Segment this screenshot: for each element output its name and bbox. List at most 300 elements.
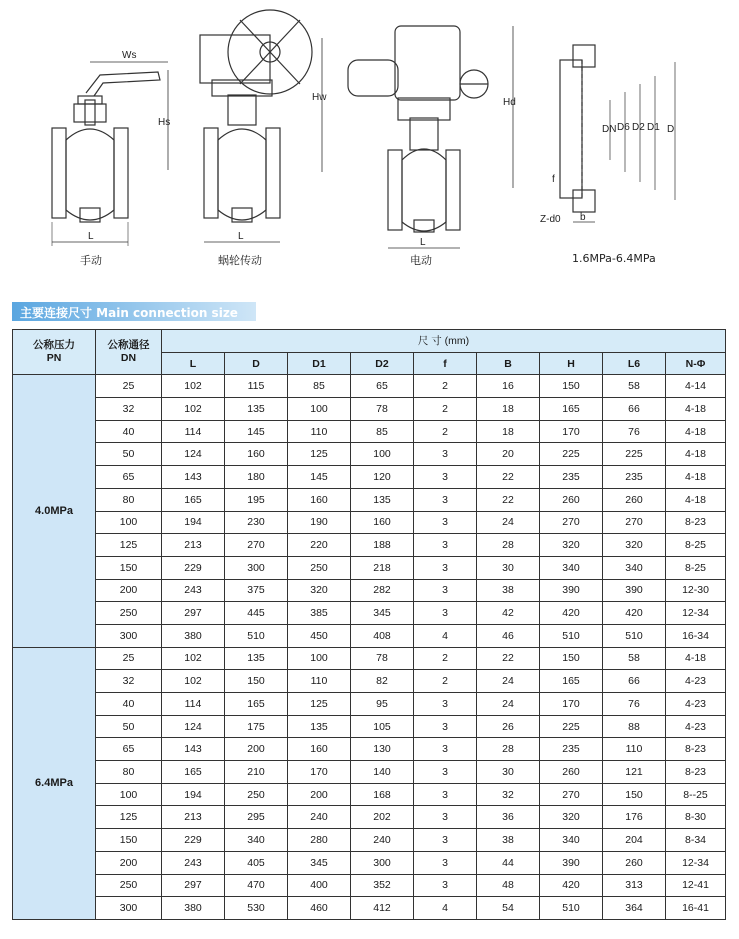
table-cell: 65 — [351, 375, 414, 398]
table-cell: 380 — [162, 897, 225, 920]
table-cell: 202 — [351, 806, 414, 829]
table-cell: 188 — [351, 534, 414, 557]
table-cell: 510 — [225, 624, 288, 647]
table-cell: 225 — [540, 715, 603, 738]
dn-cell: 300 — [96, 897, 162, 920]
table-cell: 110 — [288, 420, 351, 443]
table-cell: 2 — [414, 375, 477, 398]
label-l-worm: L — [238, 231, 244, 242]
table-cell: 235 — [540, 738, 603, 761]
table-row — [13, 715, 726, 738]
table-cell: 4-23 — [666, 693, 726, 716]
table-cell: 400 — [288, 874, 351, 897]
table-cell: 85 — [351, 420, 414, 443]
table-cell: 135 — [288, 715, 351, 738]
table-cell: 229 — [162, 829, 225, 852]
table-cell: 190 — [288, 511, 351, 534]
column-header: B — [477, 352, 540, 375]
label-d6: D6 — [617, 122, 630, 133]
table-row — [13, 829, 726, 852]
table-cell: 66 — [603, 398, 666, 421]
table-cell: 390 — [603, 579, 666, 602]
table-cell: 24 — [477, 693, 540, 716]
table-cell: 58 — [603, 647, 666, 670]
table-cell: 114 — [162, 420, 225, 443]
table-cell: 460 — [288, 897, 351, 920]
manual-valve-drawing — [52, 62, 171, 246]
label-hs: Hs — [158, 117, 171, 128]
table-cell: 390 — [540, 851, 603, 874]
table-cell: 3 — [414, 761, 477, 784]
dn-cell: 50 — [96, 715, 162, 738]
table-cell: 18 — [477, 398, 540, 421]
table-cell: 408 — [351, 624, 414, 647]
table-cell: 420 — [603, 602, 666, 625]
table-cell: 235 — [540, 466, 603, 489]
table-cell: 76 — [603, 420, 666, 443]
table-cell: 4-18 — [666, 647, 726, 670]
table-cell: 12-41 — [666, 874, 726, 897]
header-dn — [96, 330, 162, 375]
table-cell: 82 — [351, 670, 414, 693]
table-cell: 3 — [414, 511, 477, 534]
table-cell: 340 — [540, 829, 603, 852]
table-cell: 240 — [288, 806, 351, 829]
flange-drawing — [560, 45, 675, 222]
table-cell: 150 — [540, 375, 603, 398]
table-cell: 150 — [603, 783, 666, 806]
table-row — [13, 783, 726, 806]
section-title: 主要连接尺寸 Main connection size — [20, 306, 238, 320]
table-cell: 8--25 — [666, 783, 726, 806]
table-cell: 42 — [477, 602, 540, 625]
dn-cell: 150 — [96, 556, 162, 579]
table-cell: 2 — [414, 420, 477, 443]
table-cell: 210 — [225, 761, 288, 784]
table-cell: 230 — [225, 511, 288, 534]
table-cell: 340 — [540, 556, 603, 579]
table-cell: 160 — [225, 443, 288, 466]
table-cell: 260 — [603, 488, 666, 511]
table-cell: 195 — [225, 488, 288, 511]
table-cell: 170 — [540, 693, 603, 716]
table-cell: 115 — [225, 375, 288, 398]
column-header: D2 — [351, 352, 414, 375]
table-cell: 78 — [351, 647, 414, 670]
table-cell: 46 — [477, 624, 540, 647]
table-cell: 135 — [351, 488, 414, 511]
header-dn-en: DN — [120, 352, 137, 365]
electric-valve-drawing — [348, 26, 513, 248]
header-pn-en: PN — [46, 352, 62, 365]
dn-cell: 100 — [96, 511, 162, 534]
table-cell: 16 — [477, 375, 540, 398]
table-cell: 420 — [540, 874, 603, 897]
table-cell: 2 — [414, 647, 477, 670]
table-cell: 420 — [540, 602, 603, 625]
column-header: L — [162, 352, 225, 375]
table-cell: 4-14 — [666, 375, 726, 398]
dn-cell: 32 — [96, 670, 162, 693]
table-cell: 364 — [603, 897, 666, 920]
table-cell: 405 — [225, 851, 288, 874]
table-cell: 24 — [477, 670, 540, 693]
table-cell: 213 — [162, 806, 225, 829]
table-row — [13, 670, 726, 693]
label-l-electric: L — [420, 237, 426, 248]
table-cell: 225 — [540, 443, 603, 466]
table-cell: 130 — [351, 738, 414, 761]
label-hd: Hd — [503, 97, 516, 108]
table-cell: 2 — [414, 670, 477, 693]
label-f: f — [552, 174, 555, 185]
label-dn: DN — [602, 124, 617, 135]
table-cell: 250 — [288, 556, 351, 579]
dn-cell: 65 — [96, 738, 162, 761]
table-cell: 260 — [540, 761, 603, 784]
table-cell: 44 — [477, 851, 540, 874]
table-cell: 3 — [414, 488, 477, 511]
table-cell: 313 — [603, 874, 666, 897]
dn-cell: 80 — [96, 761, 162, 784]
table-body — [13, 375, 726, 920]
table-cell: 340 — [225, 829, 288, 852]
table-cell: 78 — [351, 398, 414, 421]
table-row — [13, 511, 726, 534]
pn-cell: 6.4MPa — [13, 647, 96, 919]
table-cell: 30 — [477, 556, 540, 579]
dn-cell: 40 — [96, 693, 162, 716]
table-row — [13, 738, 726, 761]
table-cell: 124 — [162, 715, 225, 738]
table-cell: 95 — [351, 693, 414, 716]
table-cell: 4 — [414, 624, 477, 647]
table-row — [13, 761, 726, 784]
table-cell: 8-23 — [666, 511, 726, 534]
caption-electric: 电动 — [410, 254, 432, 267]
table-cell: 140 — [351, 761, 414, 784]
table-cell: 320 — [288, 579, 351, 602]
table-cell: 110 — [288, 670, 351, 693]
label-hw: Hw — [312, 92, 327, 103]
table-row — [13, 897, 726, 920]
table-cell: 194 — [162, 511, 225, 534]
dn-cell: 200 — [96, 851, 162, 874]
table-cell: 54 — [477, 897, 540, 920]
table-cell: 66 — [603, 670, 666, 693]
table-cell: 270 — [225, 534, 288, 557]
table-cell: 58 — [603, 375, 666, 398]
table-cell: 102 — [162, 647, 225, 670]
table-cell: 243 — [162, 851, 225, 874]
table-cell: 105 — [351, 715, 414, 738]
dn-cell: 250 — [96, 602, 162, 625]
table-cell: 320 — [603, 534, 666, 557]
table-cell: 235 — [603, 466, 666, 489]
section-title-bar — [12, 302, 256, 321]
table-cell: 345 — [288, 851, 351, 874]
table-cell: 297 — [162, 874, 225, 897]
table-cell: 160 — [351, 511, 414, 534]
table-cell: 4 — [414, 897, 477, 920]
table-cell: 510 — [540, 624, 603, 647]
table-cell: 412 — [351, 897, 414, 920]
table-cell: 240 — [351, 829, 414, 852]
table-cell: 160 — [288, 738, 351, 761]
table-cell: 170 — [540, 420, 603, 443]
table-cell: 390 — [540, 579, 603, 602]
table-cell: 76 — [603, 693, 666, 716]
table-row — [13, 647, 726, 670]
column-header: D1 — [288, 352, 351, 375]
dimension-table — [12, 329, 726, 920]
table-cell: 165 — [540, 670, 603, 693]
table-cell: 176 — [603, 806, 666, 829]
table-cell: 340 — [603, 556, 666, 579]
table-cell: 510 — [603, 624, 666, 647]
table-cell: 200 — [288, 783, 351, 806]
table-cell: 3 — [414, 783, 477, 806]
table-cell: 143 — [162, 466, 225, 489]
table-row — [13, 624, 726, 647]
table-cell: 165 — [162, 761, 225, 784]
table-cell: 8-30 — [666, 806, 726, 829]
table-cell: 270 — [603, 511, 666, 534]
table-cell: 225 — [603, 443, 666, 466]
dn-cell: 65 — [96, 466, 162, 489]
table-cell: 8-34 — [666, 829, 726, 852]
table-cell: 300 — [225, 556, 288, 579]
table-cell: 4-18 — [666, 420, 726, 443]
table-cell: 16-41 — [666, 897, 726, 920]
table-cell: 4-23 — [666, 715, 726, 738]
table-cell: 168 — [351, 783, 414, 806]
header-dims-title: 尺 寸 (mm) — [162, 330, 726, 353]
column-header: N-Φ — [666, 352, 726, 375]
table-cell: 4-18 — [666, 488, 726, 511]
label-b: b — [580, 212, 586, 223]
dn-cell: 100 — [96, 783, 162, 806]
table-cell: 229 — [162, 556, 225, 579]
table-row — [13, 534, 726, 557]
table-cell: 16-34 — [666, 624, 726, 647]
dn-cell: 200 — [96, 579, 162, 602]
dn-cell: 40 — [96, 420, 162, 443]
table-cell: 3 — [414, 534, 477, 557]
table-cell: 180 — [225, 466, 288, 489]
table-cell: 200 — [225, 738, 288, 761]
column-header: L6 — [603, 352, 666, 375]
table-cell: 375 — [225, 579, 288, 602]
table-cell: 3 — [414, 579, 477, 602]
caption-flange: 1.6MPa-6.4MPa — [572, 252, 656, 265]
table-cell: 125 — [288, 443, 351, 466]
table-cell: 38 — [477, 579, 540, 602]
table-cell: 218 — [351, 556, 414, 579]
table-cell: 125 — [288, 693, 351, 716]
table-row — [13, 874, 726, 897]
table-cell: 28 — [477, 738, 540, 761]
table-cell: 380 — [162, 624, 225, 647]
table-cell: 270 — [540, 511, 603, 534]
table-cell: 160 — [288, 488, 351, 511]
table-cell: 352 — [351, 874, 414, 897]
table-cell: 260 — [540, 488, 603, 511]
table-cell: 175 — [225, 715, 288, 738]
column-header: H — [540, 352, 603, 375]
table-cell: 20 — [477, 443, 540, 466]
table-cell: 135 — [225, 647, 288, 670]
label-d2: D2 — [632, 122, 645, 133]
table-cell: 3 — [414, 806, 477, 829]
table-row — [13, 420, 726, 443]
caption-worm: 蜗轮传动 — [218, 254, 262, 267]
table-cell: 270 — [540, 783, 603, 806]
table-cell: 194 — [162, 783, 225, 806]
dn-cell: 32 — [96, 398, 162, 421]
table-cell: 38 — [477, 829, 540, 852]
table-row — [13, 579, 726, 602]
dn-cell: 50 — [96, 443, 162, 466]
table-cell: 3 — [414, 602, 477, 625]
table-row — [13, 806, 726, 829]
table-cell: 88 — [603, 715, 666, 738]
label-zd0: Z-d0 — [540, 214, 561, 225]
table-cell: 165 — [162, 488, 225, 511]
table-cell: 30 — [477, 761, 540, 784]
dn-cell: 125 — [96, 806, 162, 829]
table-cell: 282 — [351, 579, 414, 602]
table-cell: 114 — [162, 693, 225, 716]
table-cell: 385 — [288, 602, 351, 625]
table-cell: 243 — [162, 579, 225, 602]
table-cell: 12-34 — [666, 851, 726, 874]
table-cell: 3 — [414, 874, 477, 897]
table-cell: 100 — [351, 443, 414, 466]
table-cell: 165 — [225, 693, 288, 716]
table-cell: 32 — [477, 783, 540, 806]
header-pn — [13, 330, 96, 375]
table-cell: 8-23 — [666, 738, 726, 761]
dn-cell: 25 — [96, 375, 162, 398]
table-cell: 4-18 — [666, 398, 726, 421]
table-cell: 102 — [162, 375, 225, 398]
table-cell: 510 — [540, 897, 603, 920]
table-cell: 3 — [414, 443, 477, 466]
label-d1: D1 — [647, 122, 660, 133]
table-cell: 3 — [414, 738, 477, 761]
header-dn-cn: 公称通径 — [107, 339, 150, 352]
table-cell: 145 — [288, 466, 351, 489]
table-cell: 100 — [288, 647, 351, 670]
pn-cell: 4.0MPa — [13, 375, 96, 647]
valve-drawings — [0, 0, 739, 290]
table-cell: 250 — [225, 783, 288, 806]
table-cell: 12-30 — [666, 579, 726, 602]
table-cell: 320 — [540, 806, 603, 829]
table-cell: 135 — [225, 398, 288, 421]
table-cell: 530 — [225, 897, 288, 920]
table-cell: 18 — [477, 420, 540, 443]
table-cell: 220 — [288, 534, 351, 557]
dn-cell: 25 — [96, 647, 162, 670]
table-cell: 102 — [162, 398, 225, 421]
table-cell: 2 — [414, 398, 477, 421]
table-cell: 85 — [288, 375, 351, 398]
table-cell: 12-34 — [666, 602, 726, 625]
table-cell: 3 — [414, 851, 477, 874]
dn-cell: 80 — [96, 488, 162, 511]
label-d: D — [667, 124, 675, 135]
table-cell: 150 — [540, 647, 603, 670]
table-cell: 22 — [477, 647, 540, 670]
dn-cell: 300 — [96, 624, 162, 647]
table-cell: 110 — [603, 738, 666, 761]
table-cell: 3 — [414, 466, 477, 489]
table-cell: 28 — [477, 534, 540, 557]
table-cell: 450 — [288, 624, 351, 647]
dimension-table-wrapper — [12, 329, 725, 920]
table-cell: 8-25 — [666, 556, 726, 579]
table-cell: 320 — [540, 534, 603, 557]
table-cell: 24 — [477, 511, 540, 534]
table-cell: 100 — [288, 398, 351, 421]
table-cell: 22 — [477, 488, 540, 511]
table-row — [13, 488, 726, 511]
table-cell: 120 — [351, 466, 414, 489]
table-cell: 4-23 — [666, 670, 726, 693]
table-cell: 22 — [477, 466, 540, 489]
table-cell: 3 — [414, 693, 477, 716]
label-l-manual: L — [88, 231, 94, 242]
table-cell: 48 — [477, 874, 540, 897]
dn-cell: 150 — [96, 829, 162, 852]
table-cell: 36 — [477, 806, 540, 829]
label-ws: Ws — [122, 50, 137, 61]
worm-valve-drawing — [200, 10, 322, 242]
table-cell: 3 — [414, 715, 477, 738]
table-cell: 297 — [162, 602, 225, 625]
table-cell: 121 — [603, 761, 666, 784]
table-cell: 3 — [414, 829, 477, 852]
header-pn-cn: 公称压力 — [33, 339, 75, 352]
table-cell: 124 — [162, 443, 225, 466]
table-cell: 102 — [162, 670, 225, 693]
table-cell: 150 — [225, 670, 288, 693]
table-cell: 26 — [477, 715, 540, 738]
table-cell: 145 — [225, 420, 288, 443]
table-cell: 345 — [351, 602, 414, 625]
table-row — [13, 398, 726, 421]
table-row — [13, 466, 726, 489]
table-row — [13, 556, 726, 579]
table-row — [13, 443, 726, 466]
table-cell: 4-18 — [666, 443, 726, 466]
table-row — [13, 375, 726, 398]
table-row — [13, 851, 726, 874]
table-cell: 280 — [288, 829, 351, 852]
table-cell: 143 — [162, 738, 225, 761]
table-cell: 4-18 — [666, 466, 726, 489]
table-cell: 165 — [540, 398, 603, 421]
table-cell: 295 — [225, 806, 288, 829]
table-cell: 445 — [225, 602, 288, 625]
table-cell: 204 — [603, 829, 666, 852]
column-header: f — [414, 352, 477, 375]
table-cell: 470 — [225, 874, 288, 897]
table-cell: 3 — [414, 556, 477, 579]
dn-cell: 125 — [96, 534, 162, 557]
